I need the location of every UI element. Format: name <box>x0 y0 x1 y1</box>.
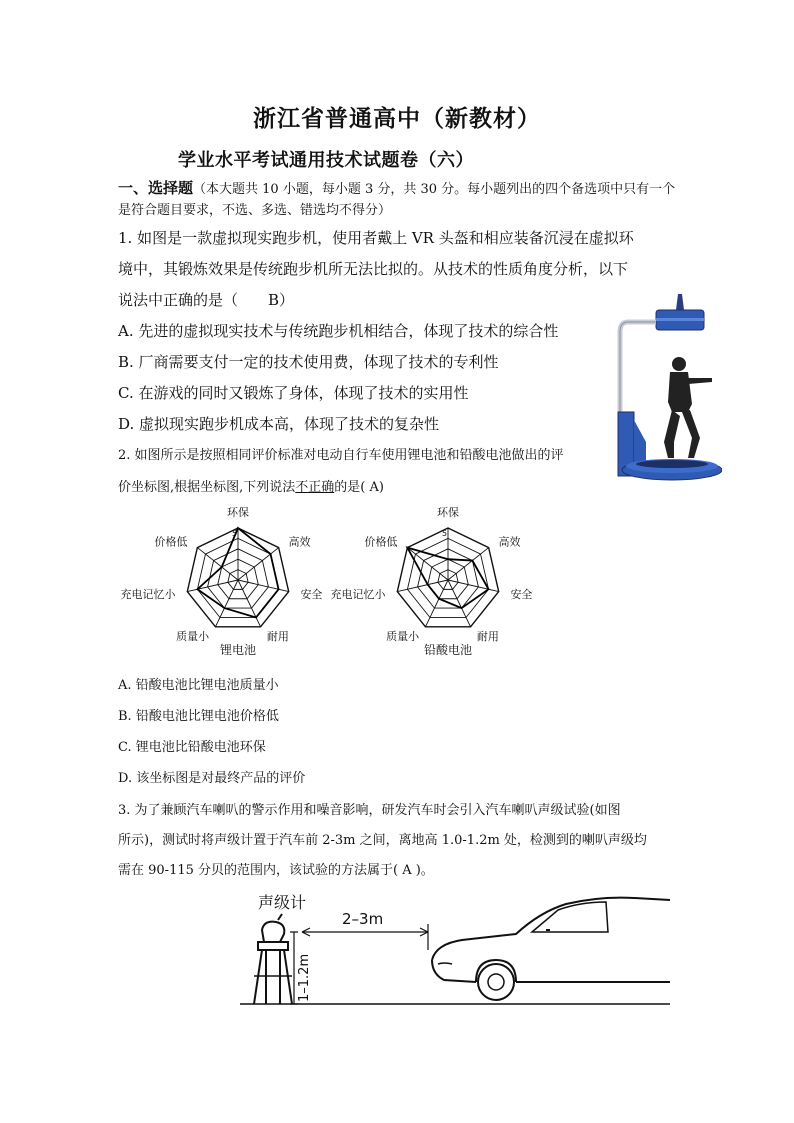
q2-option-c: C. 锂电池比铅酸电池环保 <box>118 740 266 755</box>
q2-option-d: D. 该坐标图是对最终产品的评价 <box>118 771 306 786</box>
section-heading: 一、选择题 <box>118 179 194 197</box>
radar-axis-label: 充电记忆小 <box>330 587 386 601</box>
q2-stem-line2: 价坐标图,根据坐标图,下列说法不正确的是( A) <box>118 480 384 495</box>
q3-stem-line3: 需在 90-115 分贝的范围内，该试验的方法属于( A )。 <box>118 863 434 878</box>
page-title: 浙江省普通高中（新教材） <box>253 105 541 132</box>
q2-underlined-text: 不正确 <box>295 480 335 495</box>
radar-charts <box>118 506 538 662</box>
height-label: 1–1.2m <box>297 953 312 1002</box>
q1-option-c: C. 在游戏的同时又锻炼了身体，体现了技术的实用性 <box>118 384 469 402</box>
radar-axis-label: 安全 <box>300 587 323 601</box>
radar-chart-caption: 锂电池 <box>219 643 257 657</box>
radar-chart-lithium <box>121 506 323 657</box>
q1-option-d: D. 虚拟现实跑步机成本高，体现了技术的复杂性 <box>118 415 440 433</box>
horn-test-figure <box>240 890 670 1010</box>
radar-axis-label: 环保 <box>227 506 249 519</box>
radar-chart-caption: 铅酸电池 <box>423 643 473 657</box>
q1-option-a: A. 先进的虚拟现实技术与传统跑步机相结合，体现了技术的综合性 <box>118 322 559 340</box>
q1-stem-line3: 说法中正确的是（ B） <box>118 291 295 309</box>
vr-treadmill-image <box>612 292 722 488</box>
section-note: （本大题共 10 小题，每小题 3 分，共 30 分。每小题列出的四个备选项中只有一个是符合题目要求，不选、多选、错选均不得分） <box>118 182 676 218</box>
radar-axis-spoke <box>238 580 261 627</box>
radar-axis-label: 环保 <box>437 506 459 519</box>
radar-axis-label: 充电记忆小 <box>120 587 176 601</box>
page-subtitle: 学业水平考试通用技术试题卷（六） <box>178 150 474 171</box>
q2-option-b: B. 铅酸电池比锂电池价格低 <box>118 709 279 724</box>
meter-label: 声级计 <box>258 893 307 912</box>
q2-option-a: A. 铅酸电池比锂电池质量小 <box>118 678 279 693</box>
distance-label: 2–3m <box>342 910 384 928</box>
radar-chart-lead-acid <box>331 506 533 657</box>
q1-stem-line1: 1. 如图是一款虚拟现实跑步机，使用者戴上 VR 头盔和相应装备沉浸在虚拟环 <box>118 229 634 247</box>
radar-axis-label: 质量小 <box>176 629 210 643</box>
radar-axis-label: 质量小 <box>386 629 420 643</box>
q1-stem-line2: 境中，其锻炼效果是传统跑步机所无法比拟的。从技术的性质角度分析，以下 <box>118 260 629 278</box>
q1-answer: B） <box>268 291 295 309</box>
radar-scale-max-label: 5 <box>232 529 238 538</box>
radar-axis-label: 高效 <box>498 535 521 549</box>
q1-option-b: B. 厂商需要支付一定的技术使用费，体现了技术的专利性 <box>118 353 499 371</box>
section-header <box>118 178 678 221</box>
radar-axis-label: 安全 <box>510 587 533 601</box>
q2-stem-line1: 2. 如图所示是按照相同评价标准对电动自行车使用锂电池和铅酸电池做出的评 <box>118 448 564 463</box>
radar-axis-label: 价格低 <box>154 535 188 549</box>
radar-axis-label: 价格低 <box>364 535 398 549</box>
radar-axis-label: 耐用 <box>476 629 499 643</box>
q3-stem-line2: 所示)，测试时将声级计置于汽车前 2-3m 之间，离地高 1.0-1.2m 处，检测到的喇叭声级均 <box>118 833 647 848</box>
radar-axis-label: 耐用 <box>266 629 289 643</box>
q3-stem-line1: 3. 为了兼顾汽车喇叭的警示作用和噪音影响，研发汽车时会引入汽车喇叭声级试验(如图 <box>118 803 621 818</box>
radar-axis-label: 高效 <box>288 535 311 549</box>
radar-scale-max-label: 5 <box>442 529 448 538</box>
